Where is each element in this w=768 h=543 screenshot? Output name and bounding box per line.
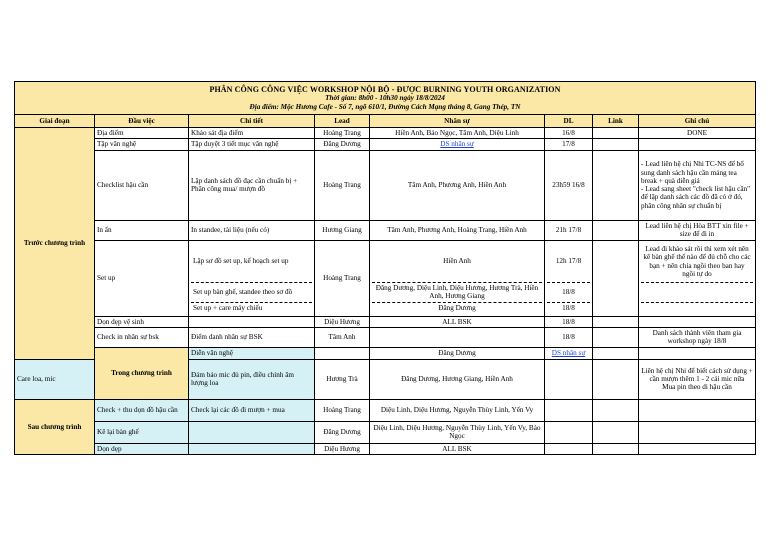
people-cell: Đăng Dương, Hương Giang, Hiền Anh: [370, 359, 545, 399]
task-cell: Địa điểm: [95, 128, 189, 139]
link-cell: [639, 347, 756, 359]
deadline-cell: 17/8: [545, 139, 593, 150]
link-cell: [593, 443, 639, 454]
header-people: Nhân sự: [370, 115, 545, 128]
lead-cell: Tâm Anh: [315, 327, 370, 347]
task-cell: Checklist hậu cần: [95, 150, 189, 220]
people-cell: ALL BSK: [370, 443, 545, 454]
detail-cell: Điểm danh nhân sự BSK: [189, 327, 315, 347]
detail-cell: [315, 347, 370, 359]
task-cell: Check + thu dọn đồ hậu cần: [95, 399, 189, 421]
people-cell: Tâm Anh, Phương Anh, Hoàng Trang, Hiền Anh: [370, 220, 545, 240]
detail-cell: [189, 240, 315, 316]
setup-people-2: Đăng Dương, Diệu Linh, Diệu Hương, Hương Trà, Hiền Anh, Hương Giang: [372, 282, 542, 302]
table-row: [15, 128, 756, 139]
link-cell: [593, 139, 639, 150]
assignment-table: [14, 81, 756, 455]
header-lead: Lead: [315, 115, 370, 128]
note-cell: - Lead liên hệ chị Nhi TC-NS để bổ sung danh sách hậu cần mảng tea break + quà diễn giả - Lead sang sheet "check list hậu cần" để lập danh sách các đồ đã có ở đó, phân công nhân sự chuẩn bị: [639, 150, 756, 220]
title-time: Thời gian: 8h00 - 10h30 ngày 18/8/2024: [325, 94, 445, 103]
detail-cell: Check lại các đồ đi mượn + mua: [189, 399, 315, 421]
table-row: [15, 150, 756, 220]
note-cell: [639, 240, 756, 316]
link-cell: [593, 327, 639, 347]
deadline-cell: 16/8: [545, 128, 593, 139]
people-cell: Diệu Linh, Diệu Hương, Nguyễn Thùy Linh, Yến Vy: [370, 399, 545, 421]
link-cell: [593, 220, 639, 240]
table-row: [15, 347, 756, 359]
deadline-cell: 18/8: [545, 316, 593, 327]
detail-cell: Đảm bảo mic đủ pin, điều chỉnh âm lượng loa: [189, 359, 315, 399]
lead-cell: Hương Giang: [315, 220, 370, 240]
staff-list-link[interactable]: DS nhân sự: [440, 140, 474, 149]
setup-note-1: Lead đi khảo sát rồi thì xem xét nên kê bàn ghế thế nào để đủ chỗ cho các bạn + nên chia ngồi theo ban hay ngồi tự do: [643, 245, 751, 278]
people-cell: Hiền Anh, Bảo Ngọc, Tâm Anh, Diệu Linh: [370, 128, 545, 139]
task-cell: Dọn dẹp: [95, 443, 189, 454]
header-row: [15, 115, 756, 128]
phase-during: Trong chương trình: [95, 347, 189, 399]
lead-cell: Hoàng Trang: [315, 128, 370, 139]
detail-cell: Tập duyệt 3 tiết mục văn nghệ: [189, 139, 315, 150]
lead-cell: Hoàng Trang: [315, 150, 370, 220]
phase-after: Sau chương trình: [15, 399, 95, 454]
setup-dl-2: 18/8: [547, 282, 590, 302]
task-cell: Check in nhân sự bsk: [95, 327, 189, 347]
deadline-cell: [545, 399, 593, 421]
people-cell: [370, 240, 545, 316]
setup-detail-3: Set up + care máy chiếu: [191, 302, 312, 315]
note-cell: Lead liên hệ chị Hòa BTT xin file + size để đi in: [639, 220, 756, 240]
note-cell: [639, 139, 756, 150]
deadline-cell: [545, 240, 593, 316]
setup-dl-3: 18/8: [547, 302, 590, 315]
people-cell: Tâm Anh, Phương Anh, Hiền Anh: [370, 150, 545, 220]
detail-cell: In standee, tài liệu (nếu có): [189, 220, 315, 240]
table-row: [15, 443, 756, 454]
note-cell: [639, 421, 756, 443]
setup-note-2: [641, 282, 753, 302]
setup-note-3: [641, 302, 753, 315]
phase-before: Trước chương trình: [15, 128, 95, 360]
detail-cell: [189, 421, 315, 443]
lead-cell: Hoàng Trang: [315, 240, 370, 316]
lead-cell: Diệu Hương: [315, 443, 370, 454]
header-deadline: DL: [545, 115, 593, 128]
header-detail: Chi tiết: [189, 115, 315, 128]
lead-cell: Đăng Dương: [370, 347, 545, 359]
detail-cell: [189, 316, 315, 327]
detail-cell: Khảo sát địa điểm: [189, 128, 315, 139]
header-phase: Giai đoạn: [15, 115, 95, 128]
lead-cell: Hương Trà: [315, 359, 370, 399]
sheet-title: [15, 82, 756, 115]
table-row: [15, 421, 756, 443]
setup-detail-1: Lập sơ đồ set up, kế hoạch set up: [193, 257, 289, 266]
note-cell: Danh sách thành viên tham gia workshop ngày 18/8: [639, 327, 756, 347]
title-venue: Địa điểm: Mộc Hương Cafe - Số 7, ngõ 610/1, Đường Cách Mạng tháng 8, Gang Thép, TN: [249, 102, 521, 111]
task-cell: Care loa, mic: [15, 359, 95, 399]
table-row: [15, 240, 756, 316]
header-task: Đầu việc: [95, 115, 189, 128]
task-cell: Dọn dẹp vệ sinh: [95, 316, 189, 327]
header-note: Ghi chú: [639, 115, 756, 128]
table-row: [15, 316, 756, 327]
link-cell: [593, 316, 639, 327]
setup-people-3: Đăng Dương: [372, 302, 542, 315]
title-main: PHÂN CÔNG CÔNG VIỆC WORKSHOP NỘI BỘ - ĐƯỢC BURNING YOUTH ORGANIZATION: [209, 85, 561, 95]
deadline-cell: [545, 359, 593, 399]
detail-cell: Lập danh sách đồ đạc cần chuẩn bị + Phân công mua/ mượn đồ: [189, 150, 315, 220]
deadline-cell: [545, 443, 593, 454]
lead-cell: Đăng Dương: [315, 139, 370, 150]
staff-list-link[interactable]: DS nhân sự: [551, 349, 586, 358]
detail-cell: [189, 443, 315, 454]
table-row: [15, 399, 756, 421]
lead-cell: Diệu Hương: [315, 316, 370, 327]
task-cell: Tập văn nghệ: [95, 139, 189, 150]
setup-dl-1: 12h 17/8: [555, 257, 582, 266]
people-cell: [370, 327, 545, 347]
link-cell: [593, 359, 639, 399]
people-cell: Diệu Linh, Diệu Hương, Nguyễn Thùy Linh, Yến Vy, Bảo Ngọc: [370, 421, 545, 443]
header-link: Link: [593, 115, 639, 128]
table-row: [15, 327, 756, 347]
lead-cell: Hoàng Trang: [315, 399, 370, 421]
setup-detail-2: Set up bàn ghế, standee theo sơ đồ: [191, 282, 312, 302]
table-row: [15, 220, 756, 240]
note-cell: DONE: [639, 128, 756, 139]
link-cell: [593, 399, 639, 421]
note-cell: Liên hệ chị Nhi để biết cách sử dụng + cần mượn thêm 1 - 2 cái mic nữa Mua pin theo di hậu cần: [639, 359, 756, 399]
link-cell: [593, 150, 639, 220]
table-row: [15, 139, 756, 150]
lead-cell: Đăng Dương: [315, 421, 370, 443]
deadline-cell: 21h 17/8: [545, 220, 593, 240]
people-cell: [370, 139, 545, 150]
deadline-cell: 18/8: [545, 327, 593, 347]
deadline-cell: [545, 421, 593, 443]
people-cell: ALL BSK: [370, 316, 545, 327]
deadline-cell: [593, 347, 639, 359]
task-cell: Set up: [95, 240, 189, 316]
task-cell: Diễn văn nghệ: [189, 347, 315, 359]
task-cell: In ấn: [95, 220, 189, 240]
task-cell: Kê lại bàn ghế: [95, 421, 189, 443]
note-cell: [639, 443, 756, 454]
link-cell: [593, 128, 639, 139]
people-cell: [545, 347, 593, 359]
link-cell: [593, 240, 639, 316]
link-cell: [593, 421, 639, 443]
deadline-cell: 23h59 16/8: [545, 150, 593, 220]
setup-people-1: Hiền Anh: [443, 257, 471, 266]
note-cell: [639, 399, 756, 421]
note-cell: [639, 316, 756, 327]
